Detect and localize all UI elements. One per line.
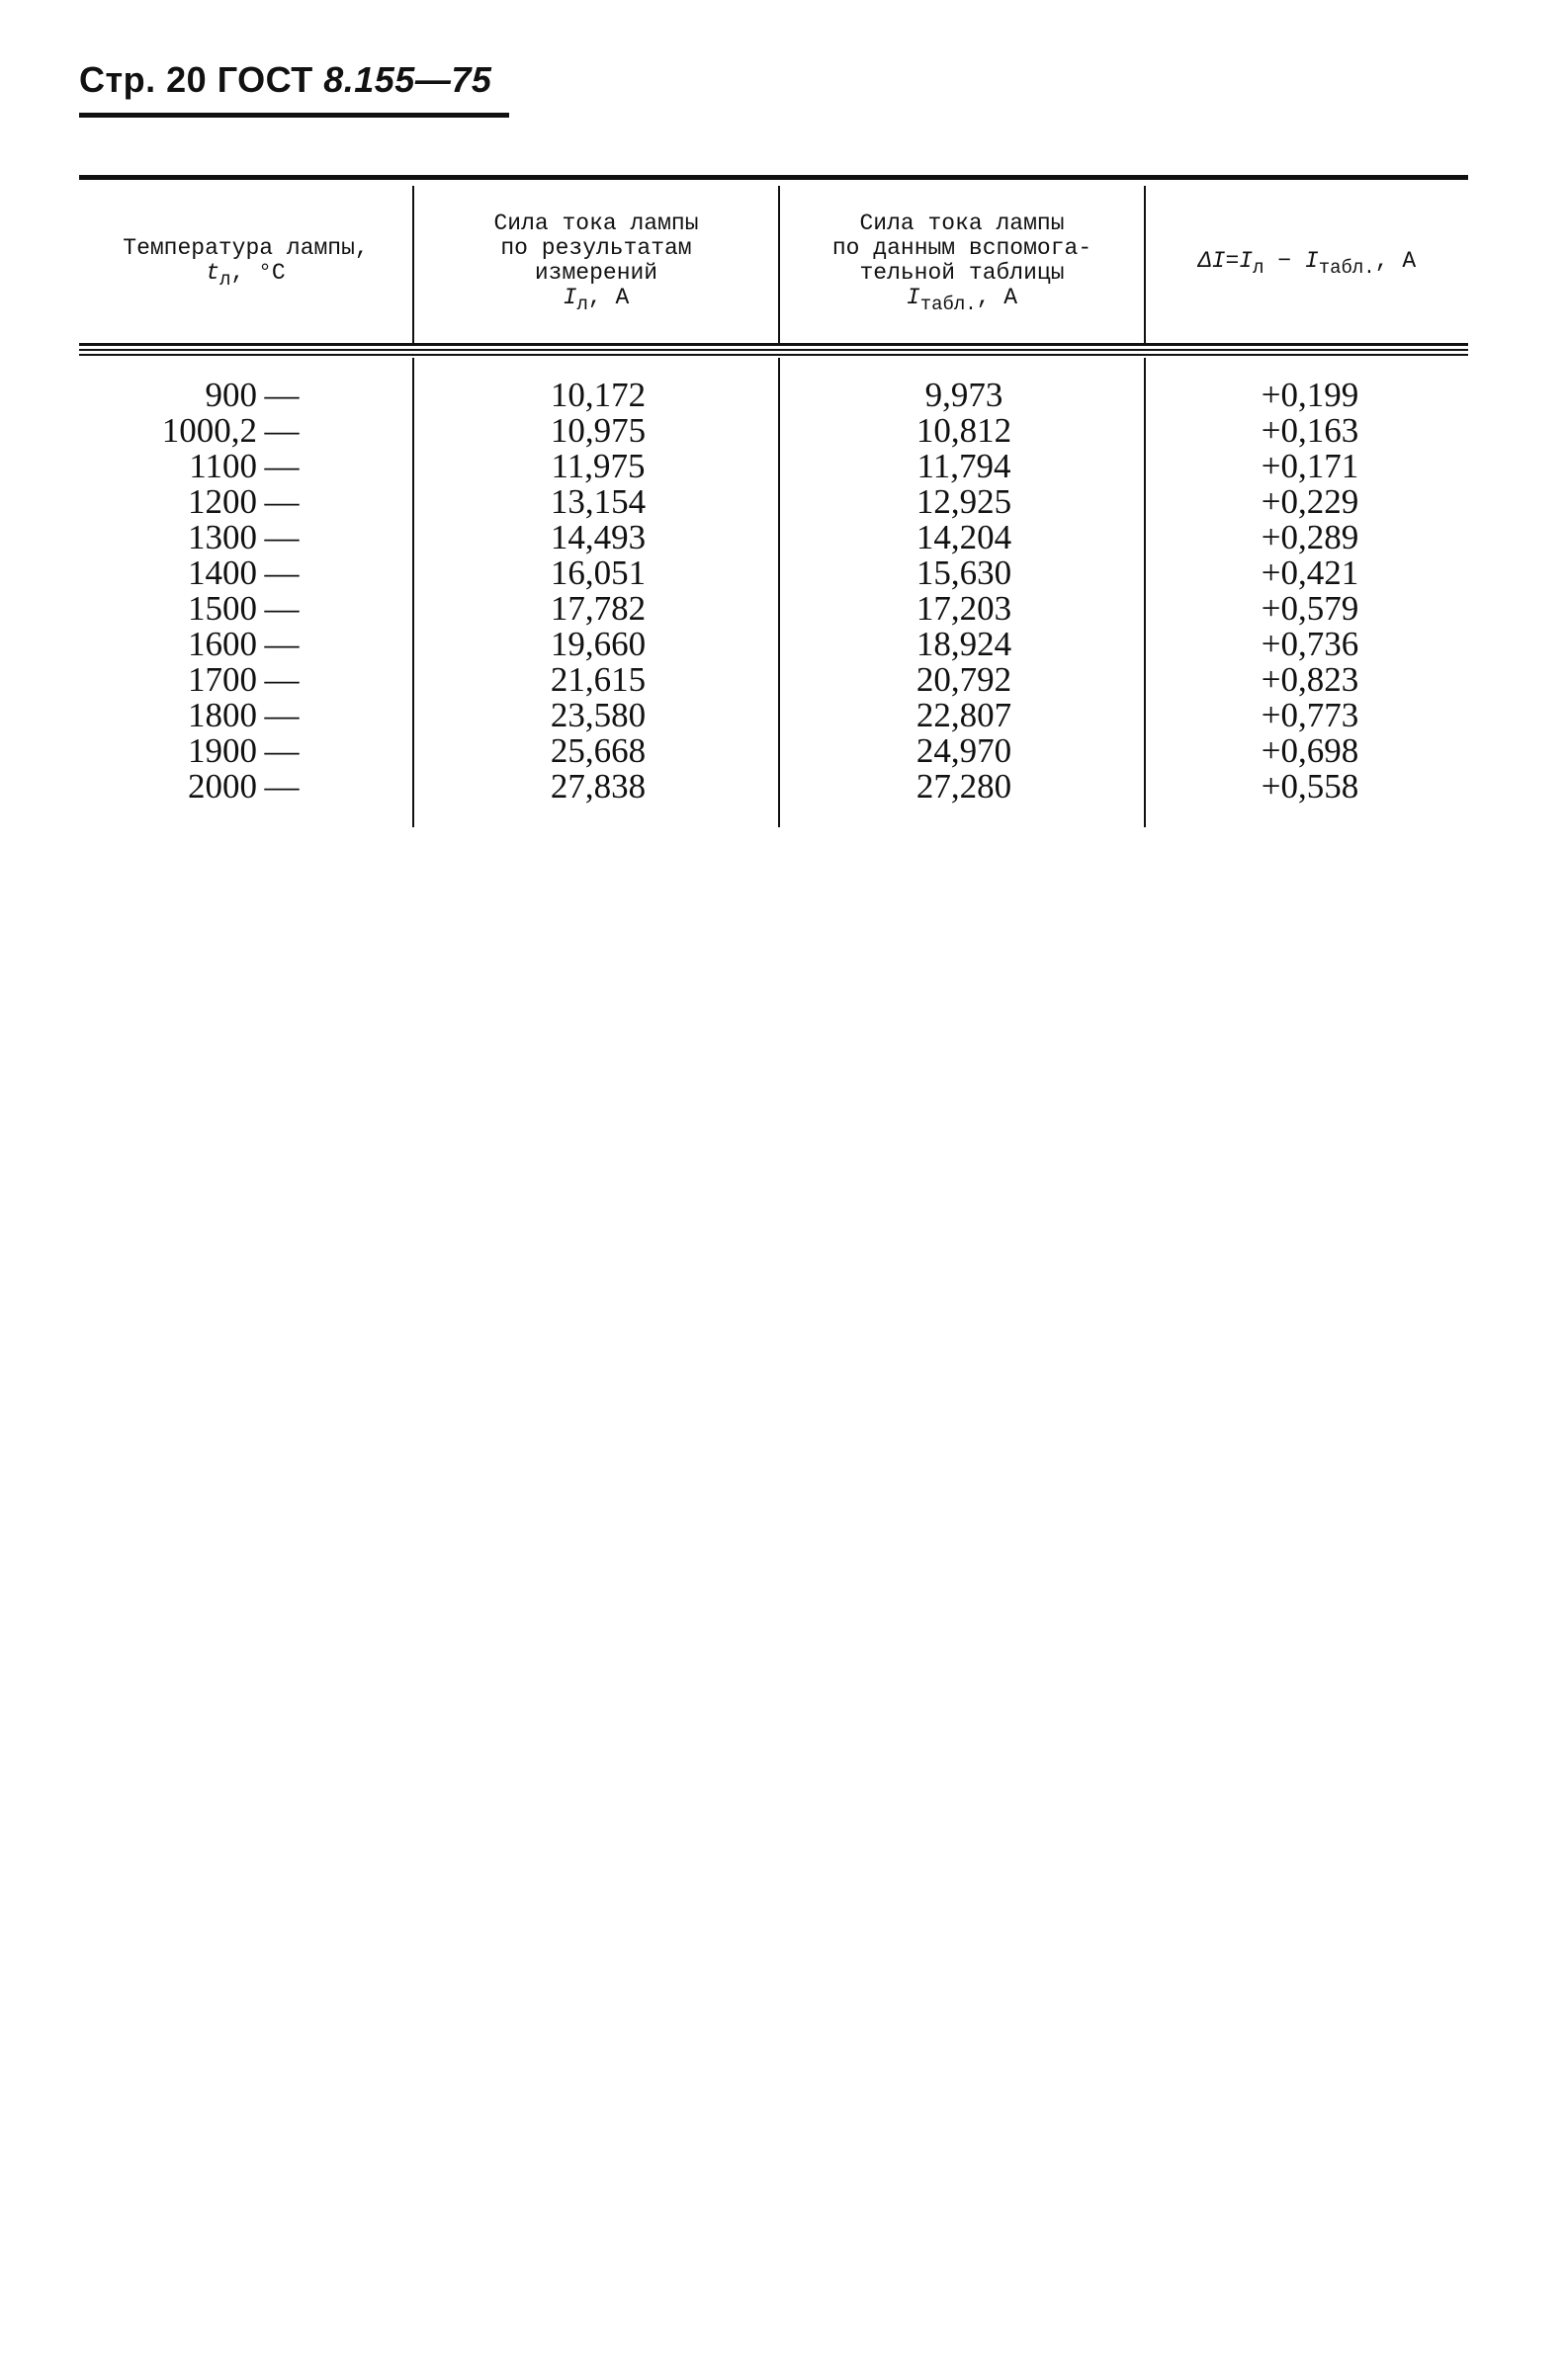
standard-label: ГОСТ <box>217 59 313 100</box>
table-row: 900 — <box>205 376 300 414</box>
page-header <box>79 59 491 101</box>
table-row: 1500 — <box>188 589 300 628</box>
standard-number: 8.155—75 <box>323 59 492 100</box>
table-row: 2000 — <box>188 767 300 806</box>
table-cell: 9,973 <box>924 376 1003 414</box>
table-row: 1400 — <box>188 553 300 592</box>
table-top-rule <box>79 175 1468 180</box>
tabulated-current-column <box>781 378 1147 805</box>
delta-header-formula: $\Delta I=I_л - I_{табл.}$, А <box>1197 247 1417 279</box>
table-cell: 15,630 <box>915 553 1012 592</box>
table-cell: 25,668 <box>550 731 647 770</box>
table-cell: +0,579 <box>1261 589 1359 628</box>
tabulated-header-line1: Сила тока лампы <box>859 211 1065 236</box>
table-cell: 13,154 <box>550 482 647 521</box>
table-row: 1300 — <box>188 518 300 556</box>
temperature-column <box>158 378 326 805</box>
temperature-header-title: Температура лампы, <box>123 235 369 261</box>
measured-header-line2: по результатам <box>500 235 692 261</box>
table-cell: +0,736 <box>1261 625 1359 663</box>
table-cell: 10,172 <box>550 376 647 414</box>
measured-current-column <box>415 378 781 805</box>
table-cell: +0,773 <box>1261 696 1359 734</box>
table-cell: 10,975 <box>550 411 647 450</box>
table-row: 1700 — <box>188 660 300 699</box>
page-number: Стр. 20 <box>79 59 208 100</box>
table-cell: 17,203 <box>915 589 1012 628</box>
table-cell: +0,421 <box>1261 553 1359 592</box>
table-row: 1200 — <box>188 482 300 521</box>
header-underline <box>79 113 509 118</box>
table-cell: 11,794 <box>916 447 1011 485</box>
table-row: 1600 — <box>188 625 300 663</box>
delta-current-column <box>1147 378 1473 805</box>
temperature-header-symbol: $t_л$, °С <box>206 260 286 291</box>
table-cell: 24,970 <box>915 731 1012 770</box>
table-cell: 18,924 <box>915 625 1012 663</box>
body-divider-1 <box>412 358 414 827</box>
table-cell: +0,698 <box>1261 731 1359 770</box>
measured-header-line3: измерений <box>534 260 658 286</box>
table-cell: 22,807 <box>915 696 1012 734</box>
table-cell: 20,792 <box>915 660 1012 699</box>
measured-header-line1: Сила тока лампы <box>493 211 699 236</box>
table-cell: +0,171 <box>1261 447 1359 485</box>
header-bottom-rule-3 <box>79 354 1468 356</box>
tabulated-header-line3: тельной таблицы <box>859 260 1065 286</box>
table-cell: 16,051 <box>550 553 647 592</box>
table-cell: 17,782 <box>550 589 647 628</box>
table-row: 1800 — <box>188 696 300 734</box>
column-header-tabulated <box>780 188 1144 341</box>
table-cell: 23,580 <box>550 696 647 734</box>
table-cell: 10,812 <box>915 411 1012 450</box>
table-cell: 14,204 <box>915 518 1012 556</box>
table-row: 1100 — <box>189 447 300 485</box>
header-bottom-rule <box>79 343 1468 346</box>
tabulated-header-line2: по данным вспомога- <box>831 235 1092 261</box>
table-cell: +0,558 <box>1261 767 1359 806</box>
table-cell: 19,660 <box>550 625 647 663</box>
column-header-measured <box>414 188 778 341</box>
table-row: 1000,2 — <box>161 411 300 450</box>
table-row: 1900 — <box>188 731 300 770</box>
table-cell: 21,615 <box>550 660 647 699</box>
table-cell: +0,289 <box>1261 518 1359 556</box>
table-cell: 12,925 <box>915 482 1012 521</box>
table-cell: 27,838 <box>550 767 647 806</box>
table-cell: 27,280 <box>915 767 1012 806</box>
table-cell: +0,199 <box>1261 376 1359 414</box>
tabulated-header-symbol: $I_{табл.}$, А <box>906 285 1018 315</box>
header-bottom-rule-2 <box>79 349 1468 351</box>
table-cell: +0,229 <box>1261 482 1359 521</box>
measured-header-symbol: $I_л$, А <box>563 285 630 315</box>
table-cell: 11,975 <box>551 447 646 485</box>
column-header-delta <box>1146 188 1468 341</box>
column-header-temperature <box>79 188 412 341</box>
table-cell: +0,163 <box>1261 411 1359 450</box>
table-cell: +0,823 <box>1261 660 1359 699</box>
table-cell: 14,493 <box>550 518 647 556</box>
